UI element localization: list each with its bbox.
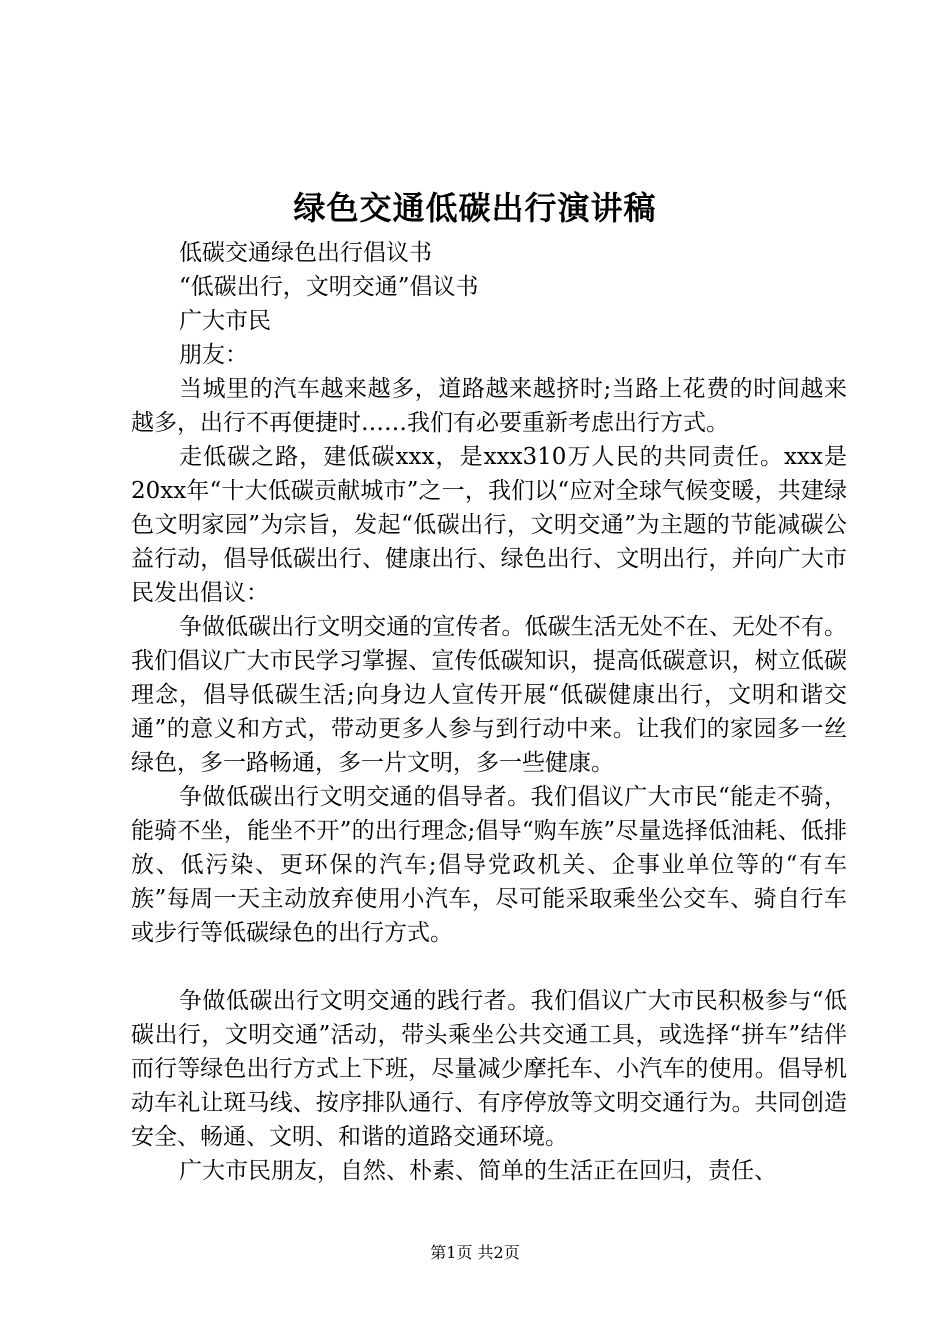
heading-line: 低碳交通绿色出行倡议书 <box>179 240 432 266</box>
heading-line: 朋友： <box>179 342 248 368</box>
heading-line: 广大市民 <box>179 308 271 334</box>
paragraph: 争做低碳出行文明交通的践行者。我们倡议广大市民积极参与“低碳出行，文明交通”活动，带头乘坐公共交通工具，或选择“拼车”结伴而行等绿色出行方式上下班，尽量减少摩托车、小汽车的使用。倡导机动车礼让斑马线、按序排队通行、有序停放等文明交通行为。共同创造安全、畅通、文明、和谐的道路交通环境。 <box>131 988 847 1150</box>
paragraph: 广大市民朋友，自然、朴素、简单的生活正在回归，责任、 <box>179 1158 777 1184</box>
heading-line: “低碳出行，文明交通”倡议书 <box>179 274 479 300</box>
paragraph: 走低碳之路，建低碳xxx，是xxx310万人民的共同责任。xxx是20xx年“十大低碳贡献城市”之一，我们以“应对全球气候变暖，共建绿色文明家园”为宗旨，发起“低碳出行，文明交通”为主题的节能减碳公益行动，倡导低碳出行、健康出行、绿色出行、文明出行，并向广大市民发出倡议： <box>131 444 847 606</box>
page-footer: 第1页 共2页 <box>430 1243 520 1262</box>
paragraph-spacer <box>131 950 847 984</box>
document-body <box>131 236 847 1188</box>
paragraph: 争做低碳出行文明交通的倡导者。我们倡议广大市民“能走不骑，能骑不坐，能坐不开”的出行理念;倡导“购车族”尽量选择低油耗、低排放、低污染、更环保的汽车;倡导党政机关、企事业单位等的“有车族”每周一天主动放弃使用小汽车，尽可能采取乘坐公交车、骑自行车或步行等低碳绿色的出行方式。 <box>131 784 847 946</box>
paragraph: 当城里的汽车越来越多，道路越来越挤时;当路上花费的时间越来越多，出行不再便捷时……我们有必要重新考虑出行方式。 <box>131 376 847 436</box>
document-title: 绿色交通低碳出行演讲稿 <box>293 189 657 227</box>
paragraph: 争做低碳出行文明交通的宣传者。低碳生活无处不在、无处不有。我们倡议广大市民学习掌握、宣传低碳知识，提高低碳意识，树立低碳理念，倡导低碳生活;向身边人宣传开展“低碳健康出行，文明和谐交通”的意义和方式，带动更多人参与到行动中来。让我们的家园多一丝绿色，多一路畅通，多一片文明，多一些健康。 <box>131 614 847 776</box>
